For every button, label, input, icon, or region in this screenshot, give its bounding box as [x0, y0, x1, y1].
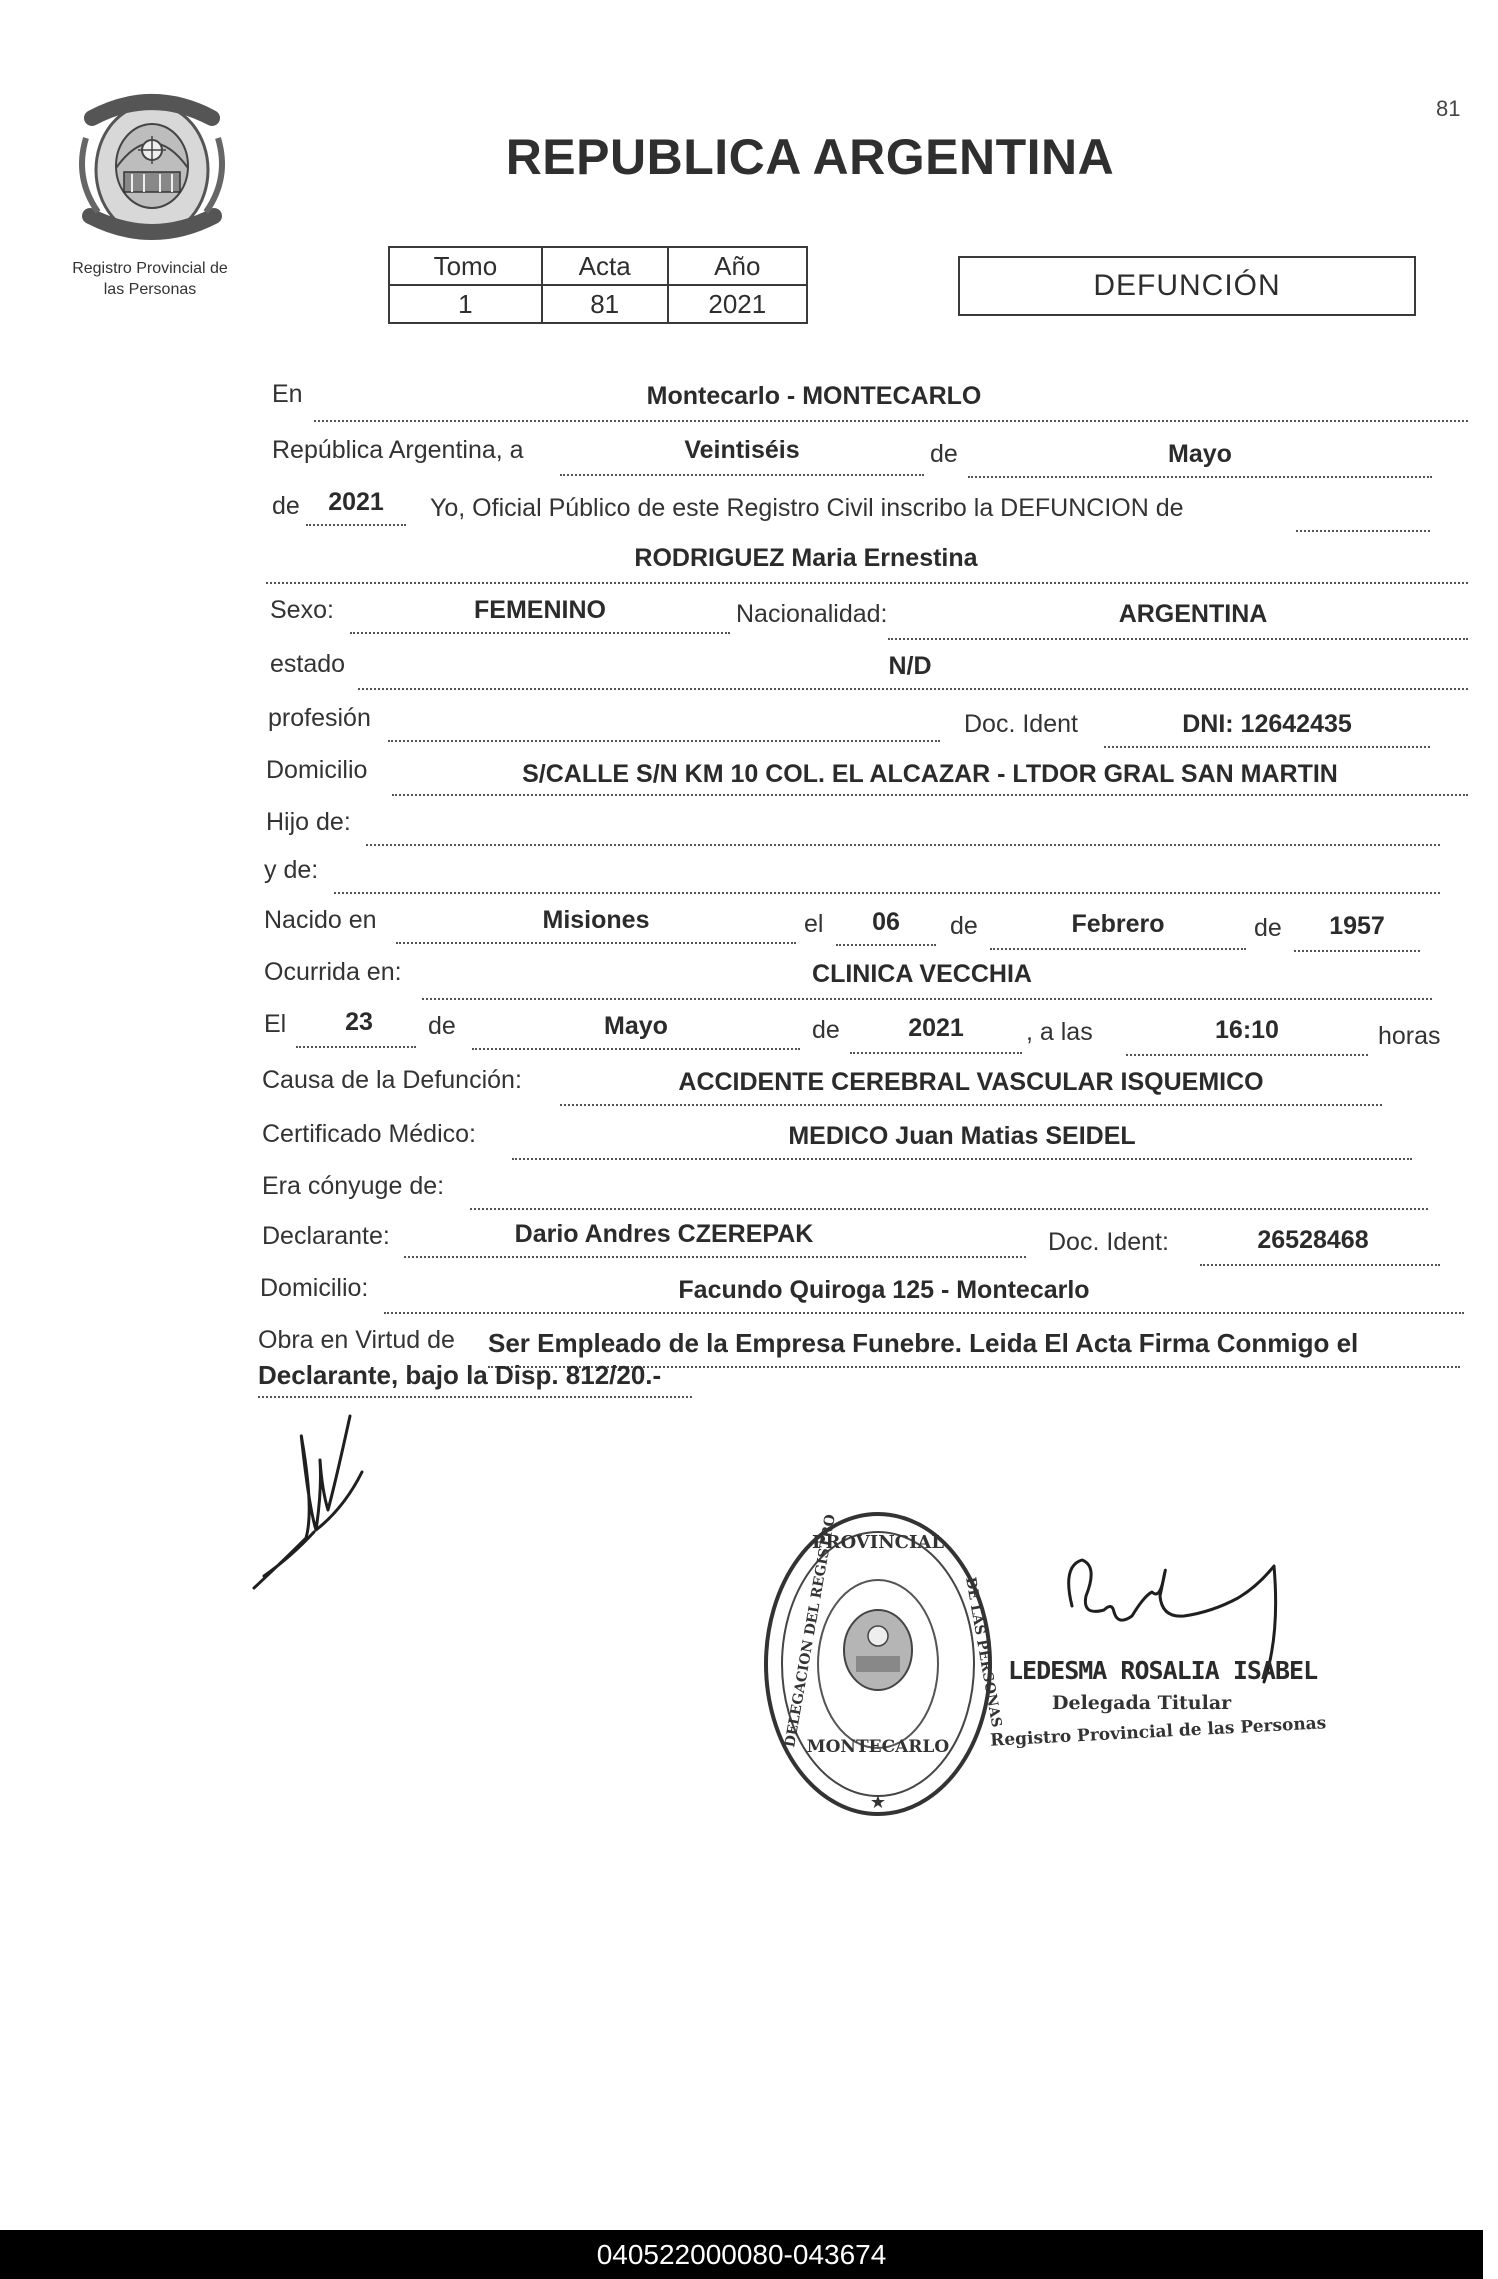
- birth-year-value: 1957: [1329, 912, 1385, 940]
- el-label: el: [804, 910, 824, 938]
- death-time-value: 16:10: [1215, 1016, 1279, 1044]
- statement-text: Yo, Oficial Público de este Registro Civil inscribo la DEFUNCION de: [430, 494, 1184, 522]
- declarante-doc-value: 26528468: [1257, 1226, 1369, 1254]
- de-label: de: [272, 492, 300, 520]
- el-label: El: [264, 1010, 287, 1038]
- y-de-label: y de:: [264, 856, 319, 884]
- dotted-line: [396, 942, 796, 944]
- obra-text-line2: Declarante, bajo la Disp. 812/20.-: [258, 1360, 662, 1390]
- obra-text-line1: Ser Empleado de la Empresa Funebre. Leida El Acta Firma Conmigo el: [488, 1328, 1359, 1358]
- seal-ring-text-left: DELEGACION DEL REGISTRO: [782, 1513, 839, 1749]
- nacionalidad-label: Nacionalidad:: [736, 600, 888, 628]
- record-table-cell: 1: [389, 285, 542, 323]
- record-table-header: Tomo: [389, 247, 542, 285]
- birth-month-value: Febrero: [1071, 910, 1165, 938]
- causa-value: ACCIDENTE CEREBRAL VASCULAR ISQUEMICO: [678, 1068, 1264, 1096]
- dotted-line: [470, 1208, 1428, 1210]
- hijo-de-label: Hijo de:: [266, 808, 351, 836]
- record-table-cell: 2021: [668, 285, 807, 323]
- dotted-line: [350, 632, 730, 634]
- estado-label: estado: [270, 650, 346, 678]
- nacido-en-value: Misiones: [542, 906, 650, 934]
- death-day-value: 23: [345, 1008, 373, 1036]
- record-table-header: Año: [668, 247, 807, 285]
- dotted-line: [472, 1048, 800, 1050]
- record-type-box: DEFUNCIÓN: [958, 256, 1416, 316]
- death-year-value: 2021: [908, 1014, 964, 1042]
- ocurrida-en-label: Ocurrida en:: [264, 958, 402, 986]
- declarante-value: Dario Andres CZEREPAK: [514, 1220, 814, 1248]
- month-value: Mayo: [1168, 440, 1232, 468]
- dotted-line: [1296, 530, 1430, 532]
- official-role: Delegada Titular: [1052, 1692, 1232, 1714]
- page-title: REPUBLICA ARGENTINA: [505, 129, 1115, 185]
- dotted-line: [334, 892, 1440, 894]
- de-label: de: [812, 1016, 840, 1044]
- dotted-line: [850, 1052, 1022, 1054]
- place-value: Montecarlo - MONTECARLO: [646, 382, 982, 410]
- seal-center-text: MONTECARLO: [806, 1737, 950, 1757]
- official-seal: [760, 1508, 1005, 1820]
- dotted-line: [990, 948, 1246, 950]
- doc-ident-value: DNI: 12642435: [1182, 710, 1352, 738]
- republica-label: República Argentina, a: [272, 436, 524, 464]
- estado-value: N/D: [888, 652, 932, 680]
- dotted-line: [1294, 950, 1420, 952]
- dotted-line: [512, 1158, 1412, 1160]
- de-label: de: [950, 912, 978, 940]
- nacionalidad-value: ARGENTINA: [1118, 600, 1268, 628]
- dotted-line: [388, 740, 940, 742]
- seal-ring-text-right: DE LAS PERSONAS: [962, 1575, 1005, 1729]
- official-office: Registro Provincial de las Personas: [989, 1713, 1327, 1751]
- seal-ring-text-top: PROVINCIAL: [811, 1532, 945, 1553]
- declarante-label: Declarante:: [262, 1222, 390, 1250]
- dotted-line: [1104, 746, 1430, 748]
- registry-label-line2: las Personas: [103, 281, 197, 298]
- ocurrida-en-value: CLINICA VECCHIA: [812, 960, 1032, 988]
- dotted-line: [296, 1046, 416, 1048]
- doc-ident-label: Doc. Ident:: [1048, 1228, 1169, 1256]
- day-words-value: Veintiséis: [684, 436, 800, 464]
- de-label: de: [1254, 914, 1282, 942]
- dotted-line: [560, 474, 924, 476]
- record-table-header: Acta: [542, 247, 668, 285]
- dotted-line: [306, 524, 406, 526]
- causa-label: Causa de la Defunción:: [262, 1066, 522, 1094]
- conyuge-label: Era cónyuge de:: [262, 1172, 445, 1200]
- provincia-misiones-crest: [72, 88, 232, 248]
- doc-ident-label: Doc. Ident: [964, 710, 1078, 738]
- svg-text:★: ★: [869, 1792, 887, 1812]
- profesion-label: profesión: [268, 704, 371, 732]
- de-label: de: [930, 440, 958, 468]
- domicilio-value: S/CALLE S/N KM 10 COL. EL ALCAZAR - LTDOR GRAL SAN MARTIN: [522, 760, 1338, 788]
- year-value: 2021: [328, 488, 384, 516]
- dotted-line: [366, 844, 1440, 846]
- record-table-header-row: [389, 247, 807, 285]
- de-label: de: [428, 1012, 456, 1040]
- a-las-label: , a las: [1026, 1018, 1093, 1046]
- dotted-line: [392, 794, 1468, 796]
- domicilio-label: Domicilio: [266, 756, 368, 784]
- registry-label-line1: Registro Provincial de: [72, 260, 228, 277]
- record-table-cell: 81: [542, 285, 668, 323]
- barcode-footer: 040522000080-043674: [0, 2230, 1483, 2279]
- dotted-line: [266, 582, 1468, 584]
- en-label: En: [272, 380, 303, 408]
- dotted-line: [968, 476, 1432, 478]
- certificado-value: MEDICO Juan Matias SEIDEL: [788, 1122, 1136, 1150]
- declarante-domicilio-value: Facundo Quiroga 125 - Montecarlo: [678, 1276, 1090, 1304]
- registry-label: [44, 258, 256, 300]
- deceased-name-value: RODRIGUEZ Maria Ernestina: [634, 544, 978, 572]
- sexo-label: Sexo:: [270, 596, 334, 624]
- death-month-value: Mayo: [604, 1012, 668, 1040]
- dotted-line: [836, 944, 936, 946]
- nacido-en-label: Nacido en: [264, 906, 377, 934]
- dotted-line: [404, 1256, 1026, 1258]
- dotted-line: [384, 1312, 1464, 1314]
- declarante-signature: [244, 1400, 384, 1600]
- dotted-line: [560, 1104, 1382, 1106]
- dotted-line: [358, 688, 1468, 690]
- birth-day-value: 06: [872, 908, 900, 936]
- record-table: [388, 246, 808, 324]
- domicilio-label: Domicilio:: [260, 1274, 369, 1302]
- dotted-line: [258, 1396, 692, 1398]
- record-table-value-row: [389, 285, 807, 323]
- page-number: 81: [1436, 96, 1461, 121]
- dotted-line: [1126, 1054, 1368, 1056]
- dotted-line: [314, 420, 1468, 422]
- dotted-line: [422, 998, 1432, 1000]
- official-name: LEDESMA ROSALIA ISABEL: [1008, 1656, 1318, 1685]
- certificado-label: Certificado Médico:: [262, 1120, 476, 1148]
- dotted-line: [1200, 1264, 1440, 1266]
- sexo-value: FEMENINO: [474, 596, 606, 624]
- dotted-line: [888, 638, 1468, 640]
- obra-label: Obra en Virtud de: [258, 1326, 455, 1354]
- horas-label: horas: [1378, 1022, 1441, 1050]
